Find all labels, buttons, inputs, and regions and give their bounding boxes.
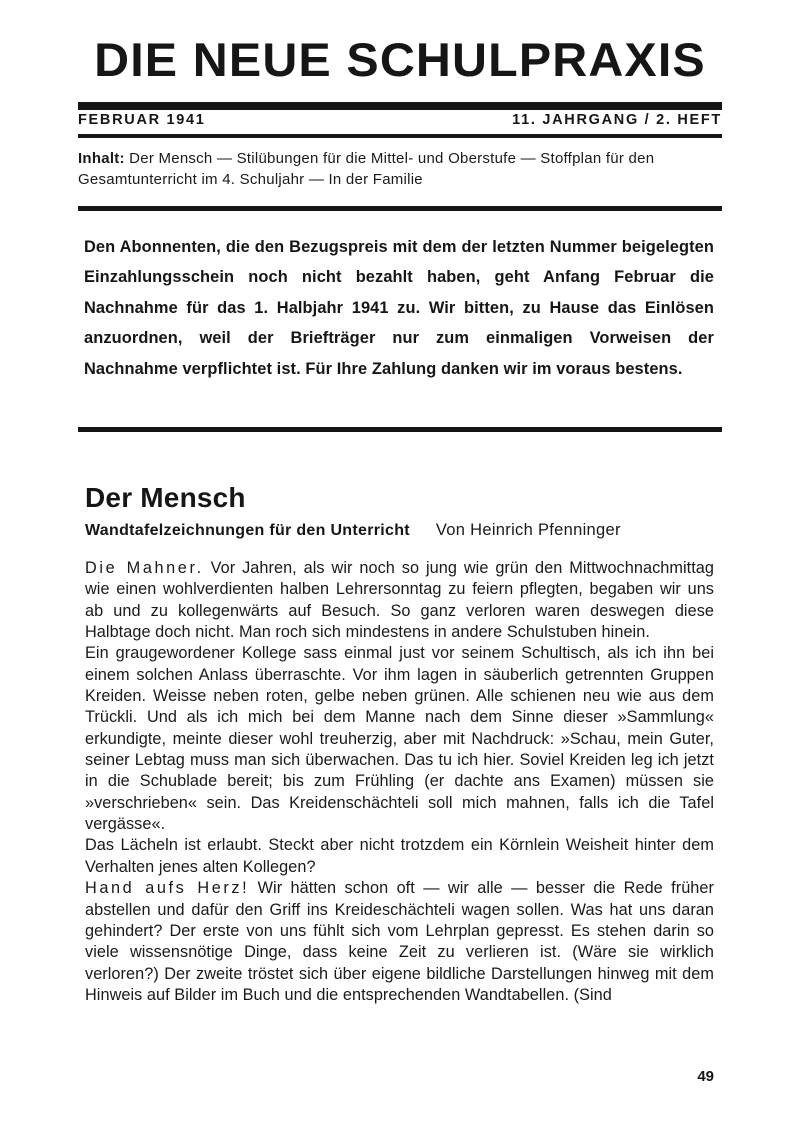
paragraph-text: Vor Jahren, als wir noch so jung wie grün den Mittwochnachmittag wie einen wohlverdienten halben Lehrersonntag zu feiern pflegten, begaben wir uns ab und zu kollegenwärts auf Besuch. So ganz verloren waren deswegen diese Halbtage doch nicht. Man roch sich mindestens in andere Schulstuben hinein. [85, 559, 714, 642]
paragraph-text: Wir hätten schon oft — wir alle — besser die Rede früher abstellen und dafür den Griff ins Kreideschächteli wagen sollen. Was hat uns daran gehindert? Der erste von uns fühlt sich vom Lehrplan gepresst. Es stehen darin so viele wissensnötige Dinge, dass keine Zeit zu verlieren ist. (Wäre sie wirklich verloren?) Der zweite tröstet sich über eigene bildliche Darstellungen hinweg mit dem Hinweis auf Bilder im Buch und die entsprechenden Wandtabellen. (Sind [85, 879, 714, 1004]
article-body [85, 558, 714, 1006]
paragraph-text: Das Lächeln ist erlaubt. Steckt aber nicht trotzdem ein Körnlein Weisheit hinter dem Verhalten jenes alten Kollegen? [85, 836, 714, 876]
article-title: Der Mensch [85, 482, 246, 513]
notice-text: Den Abonnenten, die den Bezugspreis mit dem der letzten Nummer beigelegten Einzahlungsschein noch nicht bezahlt haben, geht Anfang Februar die Nachnahme für das 1. Halbjahr 1941 zu. Wir bitten, zu Hause das Einlösen anzuordnen, weil der Briefträger nur zum einmaligen Vorweisen der Nachnahme verpflichtet ist. Für Ihre Zahlung danken wir im voraus bestens. [84, 238, 714, 378]
paragraph-lead-in: Die Mahner. [85, 559, 204, 577]
contents-line [78, 148, 726, 190]
subscription-notice [84, 232, 714, 384]
issue-date: FEBRUAR 1941 [78, 112, 206, 128]
rule-below-masthead [78, 102, 722, 110]
contents-label: Inhalt: [78, 150, 125, 167]
article-paragraph [85, 643, 714, 835]
article-subtitle: Wandtafelzeichnungen für den Unterricht [85, 522, 410, 539]
issue-volume: 11. JAHRGANG / 2. HEFT [512, 112, 722, 128]
rule-above-notice [78, 206, 722, 211]
paragraph-lead-in: Hand aufs Herz! [85, 879, 250, 898]
contents-text: Der Mensch — Stilübungen für die Mittel- und Oberstufe — Stoffplan für den Gesamtunterricht im 4. Schuljahr — In der Familie [78, 150, 655, 188]
article-paragraph [85, 835, 714, 878]
article-byline: Von Heinrich Pfenninger [435, 521, 621, 539]
article-subline [85, 521, 725, 540]
article-paragraph [85, 878, 714, 1006]
paragraph-text: Ein graugewordener Kollege sass einmal just vor seinem Schultisch, als ich ihn bei einem solchen Anlass überraschte. Vor ihm lagen in säuberlich getrennten Gruppen Kreiden. Weisse neben roten, gelbe neben grünen. Alle schienen neu wie aus dem Trückli. Und als ich mich bei dem Manne nach dem Sinne dieser »Sammlung« erkundigte, meinte dieser wohl treuherzig, aber mit Nachdruck: »Schau, mein Guter, seiner Lebtag muss man sich überwachen. Das tu ich hier. Soviel Kreiden leg ich jetzt in die Schublade bereit; bis zum Frühling (er dachte ans Examen) müssen sie »verschrieben« sein. Das Kreidenschächteli soll mich mahnen, falls ich die Tafel vergässe«. [85, 644, 714, 834]
rule-below-notice [78, 427, 722, 432]
page-number: 49 [697, 1068, 714, 1085]
issue-line [78, 112, 722, 128]
masthead [78, 33, 722, 87]
rule-below-issue-line [78, 134, 722, 138]
publication-title: DIE NEUE SCHULPRAXIS [94, 33, 706, 86]
article-paragraph [85, 558, 714, 643]
